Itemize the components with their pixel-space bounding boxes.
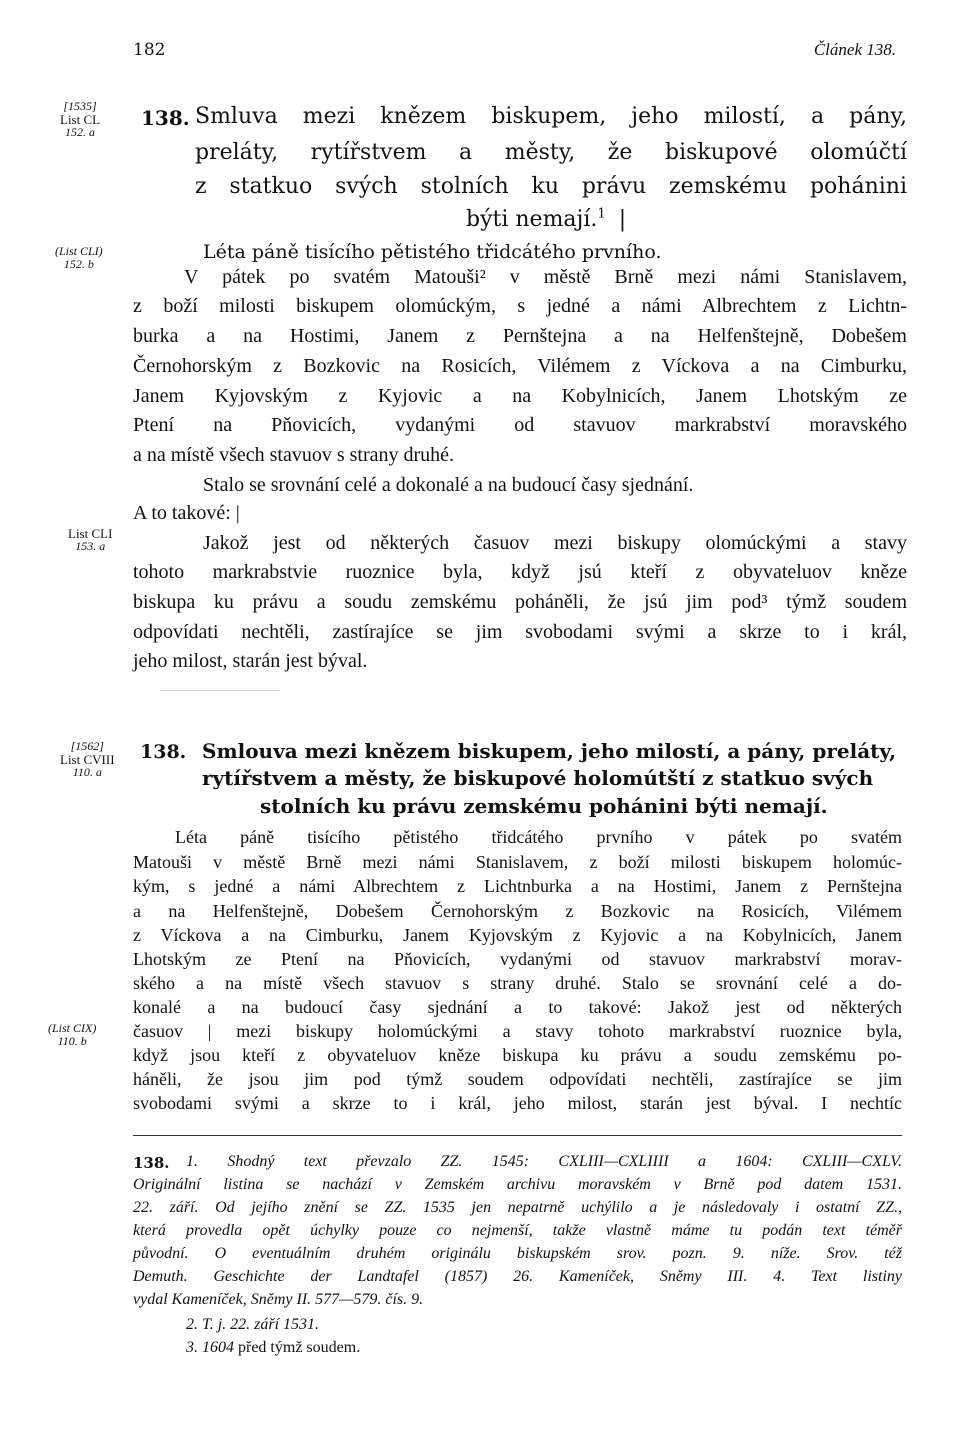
- body-line: a na místě všech stavuov s strany druhé.: [133, 444, 455, 466]
- running-head: Článek 138.: [813, 40, 896, 59]
- footnote-line: Originální listina se nachází v Zemském archivu moravském v Brně pod datem 1531.: [133, 1176, 902, 1193]
- margin-note-line: [1562]: [70, 739, 104, 753]
- margin-note-line: 110. b: [57, 1034, 87, 1048]
- body-line: konalé a na budoucí časy sjednání a to takové: Jakož jest od některých: [133, 997, 902, 1017]
- body-line: Černohorským z Bozkovic na Rosicích, Vilémem z Víckova a na Cimburku,: [133, 355, 907, 377]
- body-line: a na Helfenštejně, Dobešem Černohorským z Bozkovic na Rosicích, Vilémem: [133, 901, 902, 921]
- margin-note-line: [1535]: [63, 99, 97, 113]
- body-line: A to takové: |: [133, 502, 240, 524]
- body-line: Matouši v městě Brně mezi námi Stanislavem, z boží milosti biskupem holomúc-: [133, 852, 902, 872]
- body-line: časuov | mezi biskupy holomúckými a stavy tohoto markrabství ruoznice byla,: [133, 1021, 902, 1041]
- footnote-3-year: 1604: [202, 1339, 234, 1356]
- margin-note-line: 152. b: [63, 257, 94, 271]
- footnote-line: 22. září. Od jejího znění se ZZ. 1535 jen nepatrně uchýlilo a je následovaly i ostatní ZZ.,: [133, 1199, 902, 1216]
- article-title-line: z statkuo svých stolních ku právu zemskému pohánini: [195, 174, 907, 199]
- body-line: když jsou kteří z obyvateluov kněze biskupa ku právu a soudu zemskému po-: [133, 1045, 902, 1065]
- page-number: 182: [133, 40, 166, 60]
- footnote-line: Demuth. Geschichte der Landtafel (1857) 26. Kameníček, Sněmy III. 4. Text listiny: [133, 1268, 902, 1285]
- footnote-2: 2. T. j. 22. září 1531.: [186, 1316, 320, 1333]
- margin-note-line: 153. a: [75, 539, 106, 553]
- margin-note-list-cix: [48, 1022, 96, 1048]
- body-line: z Víckova a na Cimburku, Janem Kyjovským z Kyjovic a na Kobylnicích, Janem: [133, 925, 902, 945]
- article-title-line: [466, 207, 626, 232]
- body-line: V pátek po svatém Matouši² v městě Brně mezi námi Stanislavem,: [184, 266, 907, 288]
- folio-break-mark: |: [618, 207, 627, 232]
- footnote-rule: [133, 1135, 902, 1136]
- body-line: ského a na místě všech stavuov s strany druhé. Stalo se srovnání celé a do-: [133, 973, 902, 993]
- footnote-line: 1. Shodný text převzalo ZZ. 1545: CXLIII—CXLIIII a 1604: CXLIII—CXLV.: [186, 1153, 902, 1170]
- article-title-line: Smlouva mezi knězem biskupem, jeho milostí, a pány, preláty,: [202, 739, 897, 763]
- body-line: odpovídati nechtěli, zastírajíce se jim svobodami svými a skrze to i král,: [133, 621, 907, 643]
- article-title-line: stolních ku právu zemskému pohánini býti nemají.: [260, 794, 828, 818]
- date-line: Léta páně tisícího pětistého třidcátého prvního.: [203, 241, 662, 263]
- margin-note-list-cli-153a: [68, 527, 112, 553]
- article-title-line: rytířstvem a městy, že biskupové holomútští z statkuo svých: [202, 766, 874, 790]
- body-line: biskupa ku právu a soudu zemskému poháněli, že jsú jim pod³ týmž soudem: [133, 591, 907, 613]
- article-title-line: preláty, rytířstvem a městy, že biskupové olomúčtí: [195, 140, 907, 165]
- margin-note-line: List CLI: [68, 526, 113, 541]
- body-line: Janem Kyjovským z Kyjovic a na Kobylnicích, Janem Lhotským ze: [133, 385, 907, 407]
- margin-note-line: List CVIII: [60, 752, 115, 767]
- footnote-line: která provedla opět úchylky pouze co nejmenší, takže vlastně máme tu podán text téměř: [133, 1222, 902, 1239]
- section-divider: [160, 690, 280, 691]
- body-line: jeho milost, starán jest býval.: [133, 650, 368, 672]
- body-line: burka a na Hostimi, Janem z Pernštejna a na Helfenštejně, Dobešem: [133, 325, 907, 347]
- margin-note-line: List CL: [60, 112, 101, 127]
- margin-note-line: (List CLI): [55, 244, 103, 258]
- footnote-3: [186, 1339, 360, 1357]
- margin-note-list-cli: [55, 245, 103, 271]
- body-line: z boží milosti biskupem olomúckým, s jedné a námi Albrechtem z Lichtn-: [133, 295, 907, 317]
- margin-note-1562: [60, 740, 115, 779]
- margin-note-line: 152. a: [65, 125, 96, 139]
- body-line: Ptení na Pňovicích, vydanými od stavuov markrabství moravského: [133, 414, 907, 436]
- footnote-line: původní. O eventuálním druhém originálu biskupském srov. pozn. 9. níže. Srov. též: [133, 1245, 902, 1262]
- article-number: 138.: [140, 741, 187, 763]
- footnote-3-text: před týmž soudem.: [238, 1339, 361, 1356]
- body-line: tohoto markrabstvie ruoznice byla, když jsú kteří z obyvateluov kněze: [133, 561, 907, 583]
- body-line: háněli, že jsou jim pod týmž soudem odpovídati nechtěli, zastírajíce se jim: [133, 1069, 902, 1089]
- body-line: Lhotským ze Ptení na Pňovicích, vydanými od stavuov markrabství morav-: [133, 949, 902, 969]
- body-line: kým, s jedné a námi Albrechtem z Lichtnburka a na Hostimi, Janem z Pernštejna: [133, 876, 902, 896]
- footnote-article-number: 138.: [133, 1154, 170, 1172]
- body-line: Stalo se srovnání celé a dokonalé a na budoucí časy sjednání.: [203, 474, 694, 496]
- margin-note-1535: [60, 100, 100, 139]
- article-number: 138.: [141, 106, 190, 130]
- footnote-3-number: 3.: [186, 1339, 198, 1356]
- body-line: svobodami svými a skrze to i král, jeho milost, starán jest býval. I nechtíc: [133, 1093, 902, 1113]
- footnote-ref: 1: [597, 206, 606, 222]
- article-title-end: býti nemají.: [466, 207, 598, 232]
- margin-note-line: 110. a: [72, 765, 102, 779]
- footnote-line: vydal Kameníček, Sněmy II. 577—579. čís. 9.: [133, 1291, 424, 1308]
- margin-note-line: (List CIX): [48, 1021, 97, 1035]
- body-line: Jakož jest od některých časuov mezi biskupy olomúckými a stavy: [203, 532, 907, 554]
- body-line: Léta páně tisícího pětistého třidcátého prvního v pátek po svatém: [175, 827, 902, 847]
- article-title-line: Smluva mezi knězem biskupem, jeho milostí, a pány,: [195, 104, 907, 129]
